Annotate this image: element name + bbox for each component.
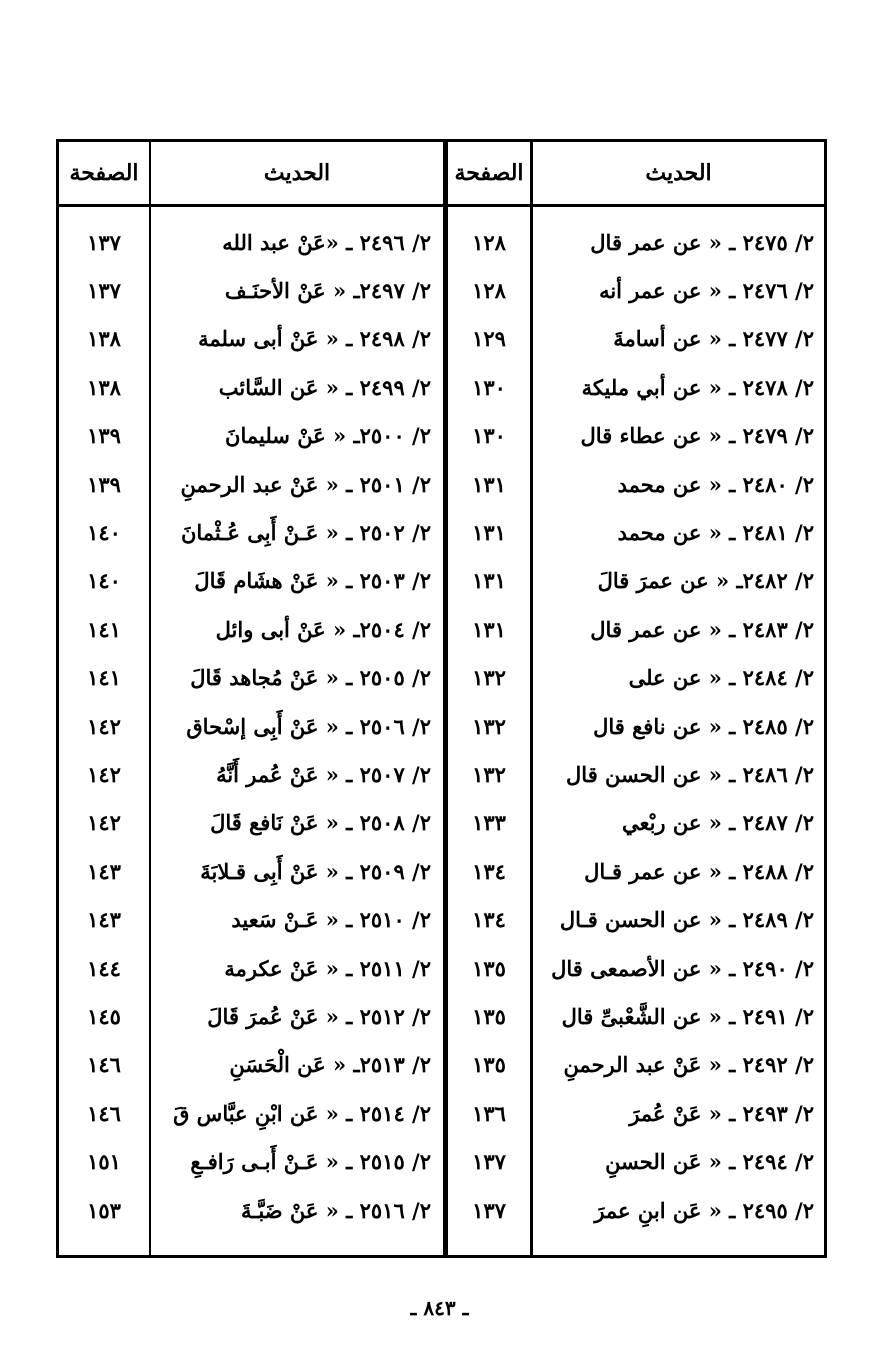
table-row: [59, 412, 824, 460]
page-ref: ١٤٢: [87, 713, 121, 739]
hadith-entry: ٢/ ٢٤٨٨ ـ « عن عمر قـال: [584, 858, 814, 884]
page-ref: ١٣٣: [472, 810, 506, 836]
page-ref: ١٣١: [472, 519, 506, 545]
hadith-entry: ٢/ ٢٥٠٣ ـ « عَنْ هشَام قَالَ: [194, 568, 431, 594]
page-ref: ١٤٠: [87, 568, 121, 594]
table-row: [59, 750, 824, 798]
table-row: [59, 266, 824, 314]
page-ref: ١٣٤: [472, 907, 506, 933]
header-hadith-right: الحديث: [645, 160, 712, 186]
page-ref: ١٢٩: [472, 326, 506, 352]
hadith-entry: ٢/ ٢٤٩٠ ـ « عن الأصمعى قال: [551, 955, 814, 981]
hadith-entry: ٢/ ٢٤٨١ ـ « عن محمد: [617, 519, 814, 545]
hadith-entry: ٢/ ٢٤٨٥ ـ « عن نافع قال: [593, 713, 814, 739]
table-row: [59, 460, 824, 508]
hadith-entry: ٢/ ٢٤٧٥ ـ « عن عمر قال: [590, 229, 814, 255]
page-ref: ١٣٥: [472, 955, 506, 981]
page-ref: ١٣٠: [472, 374, 506, 400]
table-row: [59, 1041, 824, 1089]
page-ref: ١٣٧: [472, 1149, 506, 1175]
page-ref: ١٥١: [87, 1149, 121, 1175]
page-ref: ١٣٩: [87, 423, 121, 449]
hadith-entry: ٢/ ٢٥١١ ـ « عَنْ عكرمة: [224, 955, 431, 981]
table-row: [59, 654, 824, 702]
page-ref: ١٣٧: [472, 1197, 506, 1223]
table-row: [59, 315, 824, 363]
page-ref: ١٣٦: [472, 1100, 506, 1126]
hadith-entry: ٢/ ٢٤٩٤ ـ « عَن الحسنِ: [605, 1149, 814, 1175]
hadith-entry: ٢/ ٢٤٩٢ ـ « عَنْ عبد الرحمنِ: [563, 1052, 814, 1078]
hadith-entry: ٢/ ٢٤٨٦ ـ « عن الحسن قال: [566, 761, 814, 787]
page-ref: ١٤٢: [87, 810, 121, 836]
table-row: [59, 847, 824, 895]
hadith-entry: ٢/ ٢٥٠٨ ـ « عَنْ نَافع قَالَ: [210, 810, 431, 836]
hadith-entry: ٢/ ٢٤٩٩ ـ « عَن السَّائب: [218, 374, 431, 400]
hadith-entry: ٢/ ٢٥٠٤ـ « عَنْ أبى وائل: [215, 616, 431, 642]
page-ref: ١٤٥: [87, 1003, 121, 1029]
page-ref: ١٣٧: [87, 229, 121, 255]
hadith-entry: ٢/ ٢٤٩٨ ـ « عَنْ أبى سلمة: [198, 326, 431, 352]
header-hadith-left: الحديث: [263, 160, 331, 186]
page-ref: ١٤٠: [87, 519, 121, 545]
hadith-entry: ٢/ ٢٥١٠ ـ « عَـنْ سَعيد: [231, 907, 431, 933]
hadith-entry: ٢/ ٢٤٨٩ ـ « عن الحسن قـال: [559, 907, 814, 933]
page-ref: ١٤٣: [87, 907, 121, 933]
table-row: [59, 1186, 824, 1234]
header-divider: [59, 204, 824, 207]
page-ref: ١٤١: [87, 665, 121, 691]
page-ref: ١٣١: [472, 471, 506, 497]
hadith-entry: ٢/ ٢٤٨٠ ـ « عن محمد: [617, 471, 814, 497]
hadith-entry: ٢/ ٢٥٠٢ ـ « عَـنْ أَبِى عُـثْمانَ: [180, 519, 431, 545]
table-row: [59, 605, 824, 653]
table-row: [59, 992, 824, 1040]
hadith-entry: ٢/ ٢٥١٢ ـ « عَنْ عُمرَ قَالَ: [207, 1003, 431, 1029]
page-ref: ١٤١: [87, 616, 121, 642]
header-page-right: الصفحة: [454, 160, 524, 186]
table-row: [59, 799, 824, 847]
page-ref: ١٥٣: [87, 1197, 121, 1223]
hadith-entry: ٢/ ٢٥٠٠ـ « عَنْ سليمانَ: [225, 423, 431, 449]
hadith-entry: ٢/ ٢٤٨٣ ـ « عن عمر قال: [590, 616, 814, 642]
page-ref: ١٣٩: [87, 471, 121, 497]
hadith-entry: ٢/ ٢٥٠١ ـ « عَنْ عبد الرحمنِ: [180, 471, 431, 497]
page-number: ـ ٨٤٣ ـ: [410, 1296, 469, 1320]
hadith-entry: ٢/ ٢٤٧٩ ـ « عن عطاء قال: [580, 423, 814, 449]
hadith-entry: ٢/ ٢٤٨٤ ـ « عن على: [628, 665, 814, 691]
page-ref: ١٣٢: [472, 713, 506, 739]
hadith-entry: ٢/ ٢٥٠٦ ـ « عَنْ أَبِى إسْحاق: [186, 713, 431, 739]
table-row: [59, 1138, 824, 1186]
page-ref: ١٣٢: [472, 665, 506, 691]
hadith-entry: ٢/ ٢٤٩٧ـ « عَنْ الأحنَـف: [224, 277, 431, 303]
table-row: [59, 218, 824, 266]
page-ref: ١٣٥: [472, 1003, 506, 1029]
hadith-entry: ٢/ ٢٥١٥ ـ « عَـنْ أَبـى رَافـعِ: [190, 1149, 431, 1175]
hadith-entry: ٢/ ٢٤٧٦ ـ « عن عمر أنه: [599, 277, 814, 303]
page-ref: ١٣٨: [87, 374, 121, 400]
hadith-entry: ٢/ ٢٤٩١ ـ « عن الشَّعْبىِّ قال: [561, 1003, 814, 1029]
page-ref: ١٤٢: [87, 761, 121, 787]
table-row: [59, 944, 824, 992]
page-ref: ١٣٧: [87, 277, 121, 303]
hadith-entry: ٢/ ٢٤٩٣ ـ « عَنْ عُمرَ: [629, 1100, 814, 1126]
page-ref: ١٢٨: [472, 277, 506, 303]
page-ref: ١٤٦: [87, 1052, 121, 1078]
page-ref: ١٤٣: [87, 858, 121, 884]
hadith-entry: ٢/ ٢٤٨٧ ـ « عن ربْعي: [621, 810, 814, 836]
table-row: [59, 363, 824, 411]
page-ref: ١٤٦: [87, 1100, 121, 1126]
page-ref: ١٣٤: [472, 858, 506, 884]
page-ref: ١٢٨: [472, 229, 506, 255]
table-row: [59, 508, 824, 556]
hadith-entry: ٢/ ٢٤٨٢ـ « عن عمرَ قالَ: [597, 568, 814, 594]
hadith-entry: ٢/ ٢٥٠٧ ـ « عَنْ عُمر أَنَّهُ: [216, 761, 431, 787]
hadith-entry: ٢/ ٢٥٠٥ ـ « عَنْ مُجاهد قَالَ: [190, 665, 431, 691]
hadith-entry: ٢/ ٢٤٩٥ ـ « عَن ابنِ عمرَ: [594, 1197, 814, 1223]
page-ref: ١٣٥: [472, 1052, 506, 1078]
page-ref: ١٣٨: [87, 326, 121, 352]
hadith-entry: ٢/ ٢٤٧٧ ـ « عن أسامةَ: [613, 326, 814, 352]
table-row: [59, 896, 824, 944]
table-row: [59, 557, 824, 605]
header-page-left: الصفحة: [69, 160, 139, 186]
page-ref: ١٣١: [472, 568, 506, 594]
page-ref: ١٣٢: [472, 761, 506, 787]
hadith-entry: ٢/ ٢٥٠٩ ـ « عَنْ أَبِى قـلابَةَ: [200, 858, 431, 884]
index-table: [56, 139, 827, 1258]
hadith-entry: ٢/ ٢٥١٣ـ « عَن الْحَسَنِ: [229, 1052, 431, 1078]
hadith-entry: ٢/ ٢٥١٦ ـ « عَنْ ضَبَّـةَ: [240, 1197, 431, 1223]
page-ref: ١٣١: [472, 616, 506, 642]
table-row: [59, 1089, 824, 1137]
hadith-entry: ٢/ ٢٤٩٦ ـ «عَنْ عبد الله: [222, 229, 431, 255]
table-row: [59, 702, 824, 750]
page-ref: ١٣٠: [472, 423, 506, 449]
page-ref: ١٤٤: [87, 955, 121, 981]
hadith-entry: ٢/ ٢٤٧٨ ـ « عن أبي مليكة: [581, 374, 814, 400]
hadith-entry: ٢/ ٢٥١٤ ـ « عَن ابْنِ عبَّاس قَ: [173, 1100, 431, 1126]
